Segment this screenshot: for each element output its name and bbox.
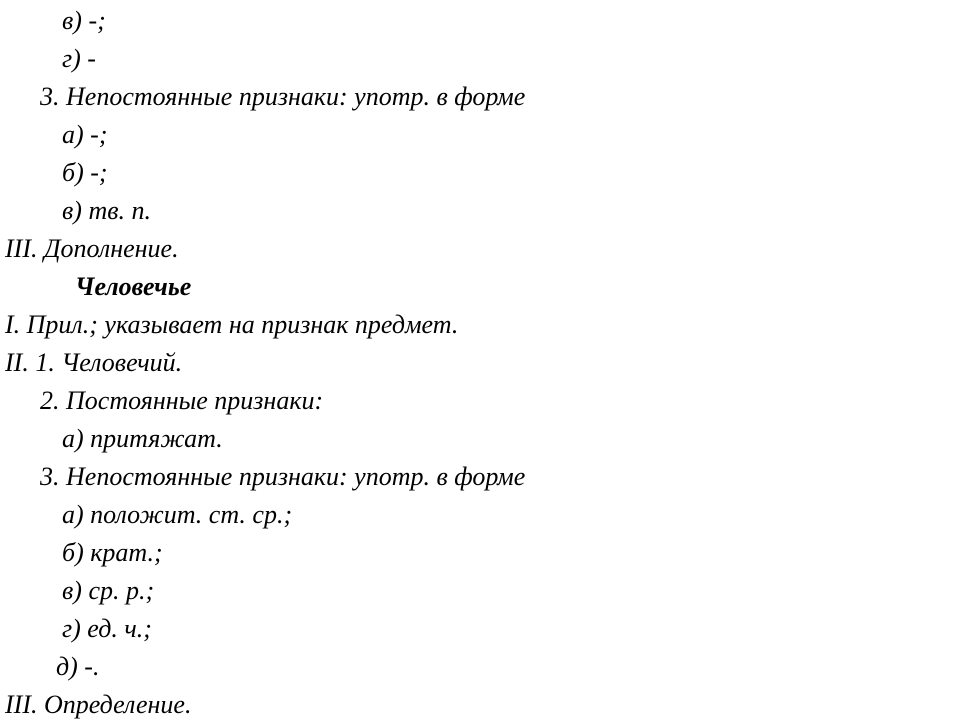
text-line-v-dash: в) -; xyxy=(62,6,106,35)
text-line-part-of-speech: I. Прил.; указывает на признак предмет. xyxy=(5,310,459,339)
text-line-constant-features: 2. Постоянные признаки: xyxy=(40,386,324,415)
text-line-syntax-role-attribute: III. Определение. xyxy=(5,690,192,719)
text-line-v-instr-case: в) тв. п. xyxy=(62,196,152,225)
text-line-g-number: г) ед. ч.; xyxy=(62,614,152,643)
text-line-syntax-role-object: III. Дополнение. xyxy=(5,234,179,263)
text-line-initial-form: II. 1. Человечий. xyxy=(5,348,183,377)
text-line-nonconstant-features-2: 3. Непостоянные признаки: употр. в форме xyxy=(40,462,526,491)
text-line-a-dash: а) -; xyxy=(62,120,108,149)
text-line-a-degree: а) положит. ст. ср.; xyxy=(62,500,293,529)
text-line-g-dash: г) - xyxy=(62,44,96,73)
text-line-b-dash: б) -; xyxy=(62,158,108,187)
text-line-a-possessive: а) притяжат. xyxy=(62,424,223,453)
text-line-b-short: б) крат.; xyxy=(62,538,163,567)
text-line-v-gender: в) ср. р.; xyxy=(62,576,155,605)
text-line-d-dash: д) -. xyxy=(56,652,100,681)
text-line-nonconstant-features-1: 3. Непостоянные признаки: употр. в форме xyxy=(40,82,526,111)
section-heading-word: Человечье xyxy=(75,272,192,301)
